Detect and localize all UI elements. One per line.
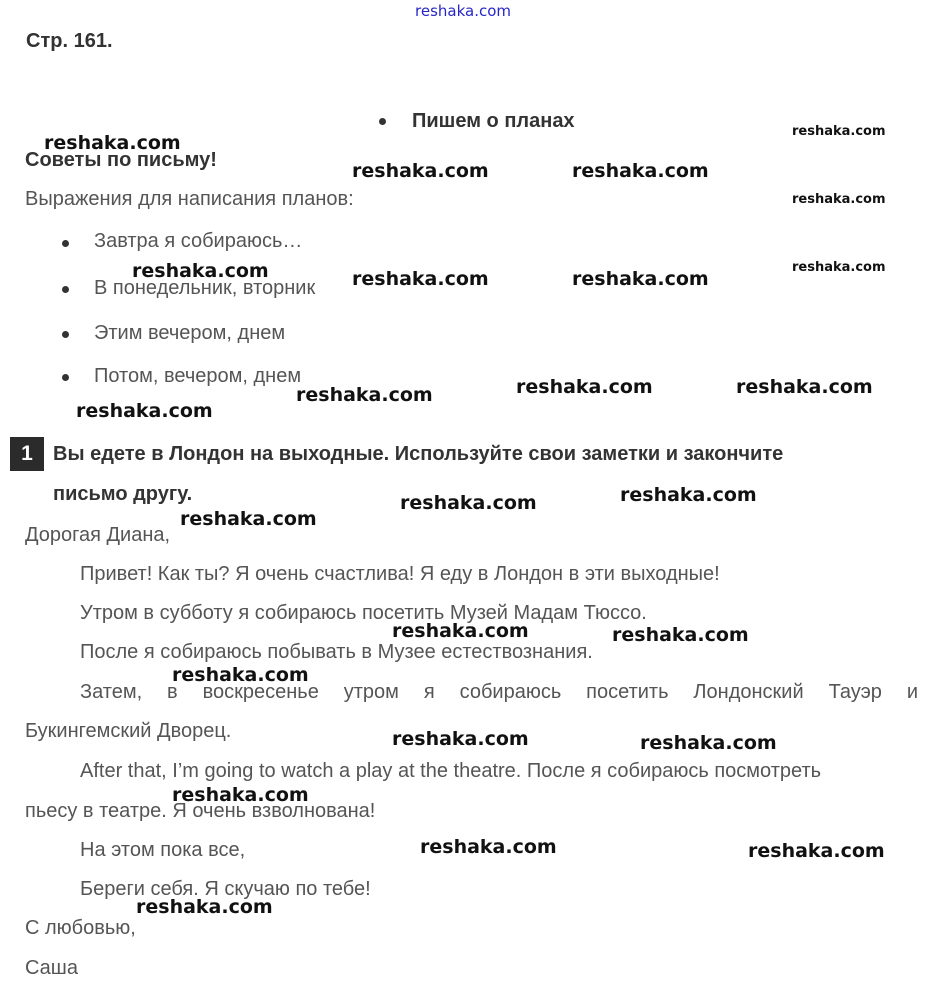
watermark: reshaka.com (392, 728, 529, 750)
section-heading: Пишем о планах (412, 110, 575, 132)
task-number-badge: 1 (10, 437, 44, 471)
watermark: reshaka.com (352, 160, 489, 182)
letter-line: Затем, в воскресенье утром я собираюсь посетить Лондонский Тауэр и (80, 681, 918, 703)
letter-line: Береги себя. Я скучаю по тебе! (80, 878, 371, 900)
task-instruction-line-2: письмо другу. (53, 483, 193, 505)
letter-line: Утром в субботу я собираюсь посетить Музей Мадам Тюссо. (80, 602, 647, 624)
letter-line: Привет! Как ты? Я очень счастлива! Я еду в Лондон в эти выходные! (80, 563, 720, 585)
watermark: reshaka.com (748, 840, 885, 862)
list-item: Потом, вечером, днем (94, 365, 302, 387)
list-bullet (62, 286, 69, 293)
watermark: reshaka.com (792, 192, 886, 207)
watermark: reshaka.com (400, 492, 537, 514)
list-item: Завтра я собираюсь… (94, 230, 303, 252)
watermark: reshaka.com (76, 400, 213, 422)
page-number: Стр. 161. (26, 30, 113, 52)
letter-line: After that, I’m going to watch a play at the theatre. После я собираюсь посмотреть (80, 760, 822, 782)
watermark: reshaka.com (572, 160, 709, 182)
watermark: reshaka.com (296, 384, 433, 406)
watermark: reshaka.com (392, 620, 529, 642)
letter-line: После я собираюсь побывать в Музее естествознания. (80, 641, 593, 663)
watermark: reshaka.com (736, 376, 873, 398)
tips-heading: Советы по письму! (25, 149, 217, 171)
watermark: reshaka.com (640, 732, 777, 754)
watermark: reshaka.com (132, 260, 269, 282)
watermark: reshaka.com (136, 896, 273, 918)
watermark: reshaka.com (44, 132, 181, 154)
letter-line: Букингемский Дворец. (25, 720, 232, 742)
list-item: В понедельник, вторник (94, 277, 316, 299)
watermark: reshaka.com (792, 124, 886, 139)
list-bullet (62, 240, 69, 247)
watermark: reshaka.com (172, 784, 309, 806)
task-instruction-line-1: Вы едете в Лондон на выходные. Используйте свои заметки и закончите (53, 443, 784, 465)
watermark-top: reshaka.com (415, 2, 511, 20)
heading-bullet (379, 118, 386, 125)
watermark: reshaka.com (420, 836, 557, 858)
letter-line: пьесу в театре. Я очень взволнована! (25, 800, 376, 822)
watermark: reshaka.com (352, 268, 489, 290)
letter-closing: С любовью, (25, 917, 136, 939)
letter-signature: Саша (25, 957, 78, 979)
watermark: reshaka.com (792, 260, 886, 275)
watermark: reshaka.com (572, 268, 709, 290)
watermark: reshaka.com (180, 508, 317, 530)
expressions-intro: Выражения для написания планов: (25, 188, 354, 210)
watermark: reshaka.com (172, 664, 309, 686)
list-bullet (62, 331, 69, 338)
watermark: reshaka.com (612, 624, 749, 646)
letter-greeting: Дорогая Диана, (25, 524, 171, 546)
watermark: reshaka.com (516, 376, 653, 398)
watermark: reshaka.com (620, 484, 757, 506)
letter-line: На этом пока все, (80, 839, 246, 861)
list-bullet (62, 374, 69, 381)
list-item: Этим вечером, днем (94, 322, 286, 344)
